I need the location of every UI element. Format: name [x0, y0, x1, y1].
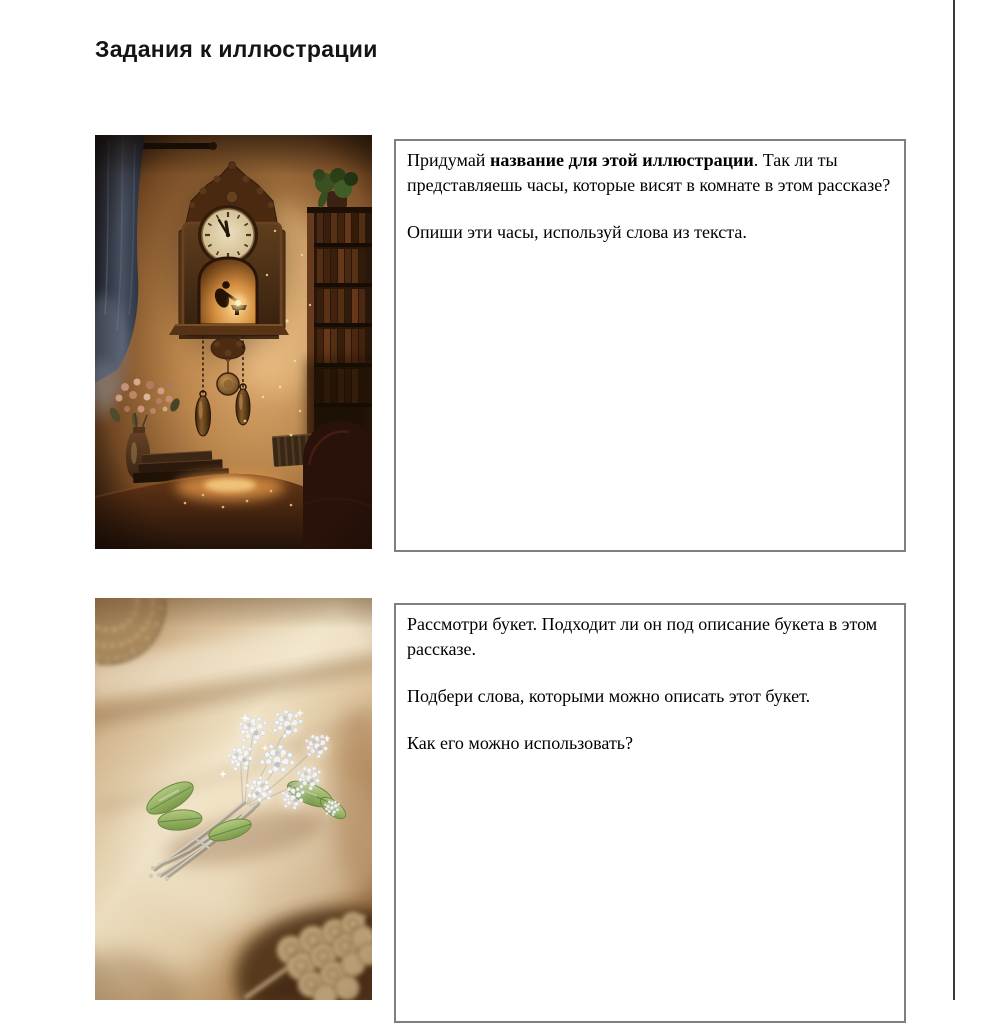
task1-paragraph-2: Опиши эти часы, используй слова из текста.	[407, 222, 747, 242]
task2-paragraph-3: Как его можно использовать?	[407, 733, 634, 753]
brooch-illustration	[95, 598, 372, 1000]
clock-illustration-art	[95, 135, 372, 549]
task-box-brooch	[394, 603, 906, 1023]
page-title: Задания к иллюстрации	[95, 36, 378, 62]
task2-paragraph-1: Рассмотри букет. Подходит ли он под описание букета в этом рассказе.	[407, 614, 878, 659]
task-box-clock	[394, 139, 906, 552]
task1-paragraph-1: Придумай название для этой иллюстрации. Так ли ты представляешь часы, которые висят в комнате в этом рассказе?	[407, 150, 891, 195]
page-edge-divider	[953, 0, 955, 1000]
clock-illustration	[95, 135, 372, 549]
brooch-illustration-art	[95, 598, 372, 1000]
task2-paragraph-2: Подбери слова, которыми можно описать этот букет.	[407, 686, 811, 706]
